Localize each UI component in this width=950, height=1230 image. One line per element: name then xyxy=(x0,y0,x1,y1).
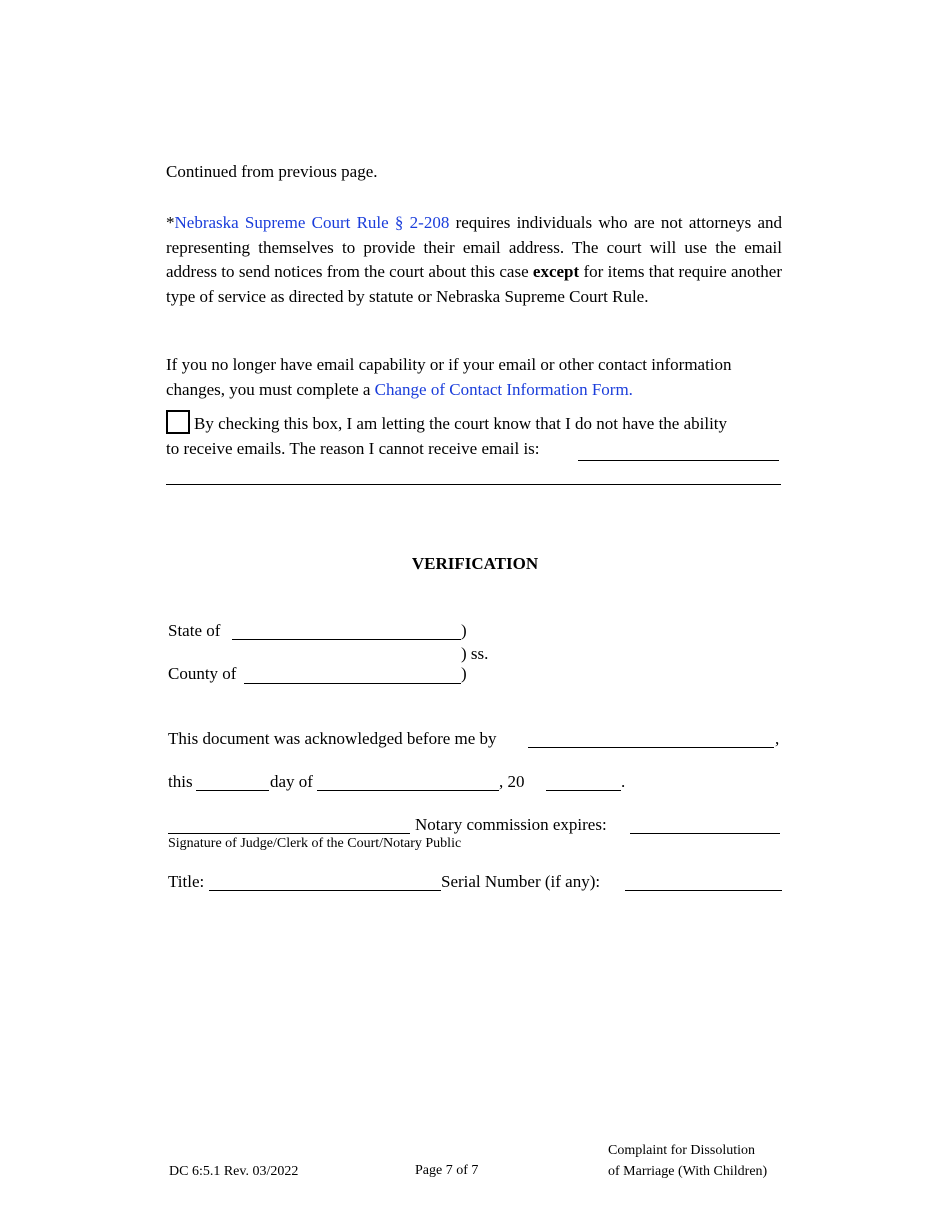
year-prefix: , 20 xyxy=(499,772,525,791)
this-label: this xyxy=(168,772,193,791)
notary-expires-label: Notary commission expires: xyxy=(415,815,607,834)
title-label: Title: xyxy=(168,872,205,891)
signature-field[interactable] xyxy=(168,833,410,834)
signature-caption: Signature of Judge/Clerk of the Court/Notary Public xyxy=(168,836,462,851)
form-title-line2: of Marriage (With Children) xyxy=(608,1164,768,1179)
acknowledged-by-field[interactable] xyxy=(528,747,774,748)
date-period: . xyxy=(621,772,626,791)
no-email-reason-field[interactable] xyxy=(578,460,779,461)
verification-heading: VERIFICATION xyxy=(411,554,539,573)
serial-number-label: Serial Number (if any): xyxy=(441,872,601,891)
email-requirement-paragraph: *Nebraska Supreme Court Rule § 2-208 requires individuals who are not attorneys and representing themselves to provide their email address. The court will use the email address to send notices from the court about this case except for items that require another type of service as directed by statute or Nebraska Supreme Court Rule. xyxy=(166,213,782,306)
acknowledged-label: This document was acknowledged before me by xyxy=(168,729,497,748)
supreme-court-rule-link[interactable]: Nebraska Supreme Court Rule § 2-208 xyxy=(174,213,450,232)
day-field[interactable] xyxy=(196,790,269,791)
no-email-statement-line1: By checking this box, I am letting the court know that I do not have the ability xyxy=(194,414,728,433)
acknowledged-comma: , xyxy=(775,729,780,748)
ss-mark: ) ss. xyxy=(461,644,489,663)
notary-expiration-field[interactable] xyxy=(630,833,780,834)
contact-change-paragraph: If you no longer have email capability or if your email or other contact information changes, you must complete a Change of Contact Information Form. xyxy=(166,355,732,399)
except-emphasis: except xyxy=(532,262,580,281)
title-field[interactable] xyxy=(209,890,441,891)
continued-note: Continued from previous page. xyxy=(166,162,378,181)
year-field[interactable] xyxy=(546,790,621,791)
no-email-statement-line2: to receive emails. The reason I cannot receive email is: xyxy=(166,439,540,458)
state-field[interactable] xyxy=(232,639,461,640)
state-paren: ) xyxy=(461,621,467,640)
form-title-line1: Complaint for Dissolution xyxy=(608,1143,755,1158)
month-field[interactable] xyxy=(317,790,499,791)
county-of-label: County of xyxy=(168,664,237,683)
asterisk: * xyxy=(166,213,175,232)
change-of-contact-form-link[interactable]: Change of Contact Information Form. xyxy=(374,379,633,399)
day-of-label: day of xyxy=(270,772,313,791)
county-field[interactable] xyxy=(244,683,461,684)
page-number: Page 7 of 7 xyxy=(415,1163,479,1178)
state-of-label: State of xyxy=(168,621,221,640)
serial-number-field[interactable] xyxy=(625,890,782,891)
form-code: DC 6:5.1 Rev. 03/2022 xyxy=(169,1164,299,1179)
county-paren: ) xyxy=(461,664,467,683)
no-email-reason-field-continued[interactable] xyxy=(166,484,781,485)
no-email-checkbox[interactable] xyxy=(166,410,190,434)
